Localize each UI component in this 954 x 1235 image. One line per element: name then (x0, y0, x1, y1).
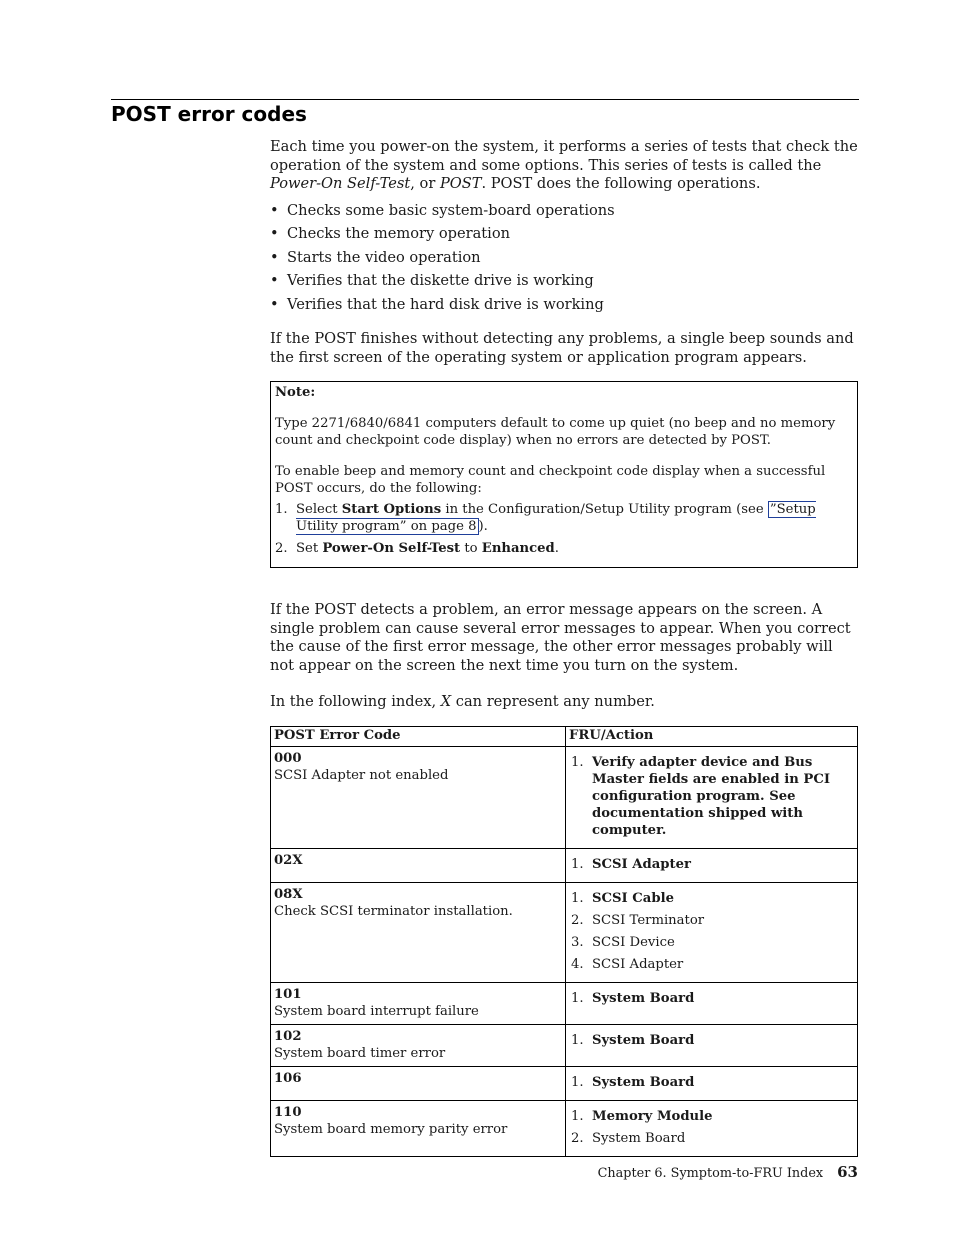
post-term-full: Power-On Self-Test (270, 175, 411, 192)
action-item: 1. Memory Module (571, 1108, 713, 1124)
index-paragraph: In the following index, X can represent any number. (270, 693, 655, 710)
note-step: 2. Set Power-On Self-Test to Enhanced. (275, 541, 559, 556)
list-item: • Checks some basic system-board operations (270, 199, 858, 223)
error-code: 106 (274, 1070, 302, 1086)
column-header-code: POST Error Code (271, 726, 566, 746)
note-paragraph: To enable beep and memory count and checkpoint code display when a successful POST occurs, do the following: (275, 464, 826, 496)
error-code: 101 (274, 986, 302, 1002)
code-cell (271, 848, 566, 882)
error-description: System board memory parity error (274, 1121, 508, 1137)
action-cell (566, 882, 858, 982)
page-title: POST error codes (111, 102, 307, 126)
table-row (271, 1100, 858, 1156)
error-code: 000 (274, 750, 302, 766)
action-item: 2. System Board (571, 1130, 686, 1146)
error-description: System board timer error (274, 1045, 446, 1061)
error-detect-paragraph: If the POST detects a problem, an error message appears on the screen. A single problem can cause several error messages to appear. When you correct the cause of the first error message, the other error messages probably will not appear on the screen the next time you turn on the system. (270, 601, 851, 674)
code-cell (271, 746, 566, 848)
page-number: 63 (837, 1163, 858, 1181)
table-row (271, 1024, 858, 1066)
error-code: 02X (274, 852, 303, 868)
intro-paragraph: Each time you power-on the system, it performs a series of tests that check the operation of the system and some options. This series of tests is called the Power-On Self-Test, or POST. POST does the following operations. (270, 138, 858, 192)
list-item: • Verifies that the hard disk drive is working (270, 293, 858, 317)
action-cell (566, 746, 858, 848)
action-item: 1. System Board (571, 1032, 695, 1048)
action-item: 2. SCSI Terminator (571, 912, 705, 928)
setup-utility-link[interactable]: ”Setup Utility program” on page 8 (296, 502, 816, 534)
column-header-action: FRU/Action (566, 726, 858, 746)
code-cell (271, 882, 566, 982)
code-cell (271, 1066, 566, 1100)
no-problem-paragraph: If the POST finishes without detecting any problems, a single beep sounds and the first screen of the operating system or application program appears. (270, 330, 854, 366)
note-step: 1. Select Start Options in the Configuration/Setup Utility program (see ”Setup Utility program” on page 8 ). (275, 502, 816, 534)
table-row (271, 848, 858, 882)
table-row (271, 746, 858, 848)
action-item: 1. Verify adapter device and Bus Master fields are enabled in PCI configuration program. See documentation shipped with computer. (571, 754, 831, 838)
error-description: System board interrupt failure (274, 1003, 479, 1019)
note-steps (275, 501, 853, 557)
action-item: 1. SCSI Adapter (571, 856, 691, 872)
error-code: 102 (274, 1028, 302, 1044)
code-cell (271, 1024, 566, 1066)
page-footer (598, 1162, 858, 1184)
table-row (271, 1066, 858, 1100)
list-item: • Checks the memory operation (270, 222, 858, 246)
action-cell (566, 1024, 858, 1066)
action-cell (566, 1066, 858, 1100)
main-content (270, 138, 858, 1157)
table-row (271, 982, 858, 1024)
list-item: • Starts the video operation (270, 246, 858, 270)
code-cell (271, 1100, 566, 1156)
error-code: 110 (274, 1104, 302, 1120)
table-header-row (271, 726, 858, 746)
post-term-abbr: POST (439, 175, 482, 192)
action-item: 1. SCSI Cable (571, 890, 674, 906)
code-cell (271, 982, 566, 1024)
note-box (270, 381, 858, 568)
action-item: 1. System Board (571, 990, 695, 1006)
list-item: • Verifies that the diskette drive is working (270, 269, 858, 293)
post-error-code-table (270, 726, 858, 1157)
post-operations-list (270, 199, 858, 317)
action-item: 4. SCSI Adapter (571, 956, 684, 972)
action-item: 1. System Board (571, 1074, 695, 1090)
error-code: 08X (274, 886, 303, 902)
action-cell (566, 1100, 858, 1156)
action-item: 3. SCSI Device (571, 934, 675, 950)
error-description: SCSI Adapter not enabled (274, 767, 449, 783)
note-label: Note: (275, 385, 316, 400)
error-description: Check SCSI terminator installation. (274, 903, 513, 919)
note-paragraph: Type 2271/6840/6841 computers default to come up quiet (no beep and no memory count and checkpoint code display) when no errors are detected by POST. (275, 416, 836, 448)
action-cell (566, 982, 858, 1024)
action-cell (566, 848, 858, 882)
table-row (271, 882, 858, 982)
chapter-label: Chapter 6. Symptom-to-FRU Index (597, 1166, 824, 1181)
